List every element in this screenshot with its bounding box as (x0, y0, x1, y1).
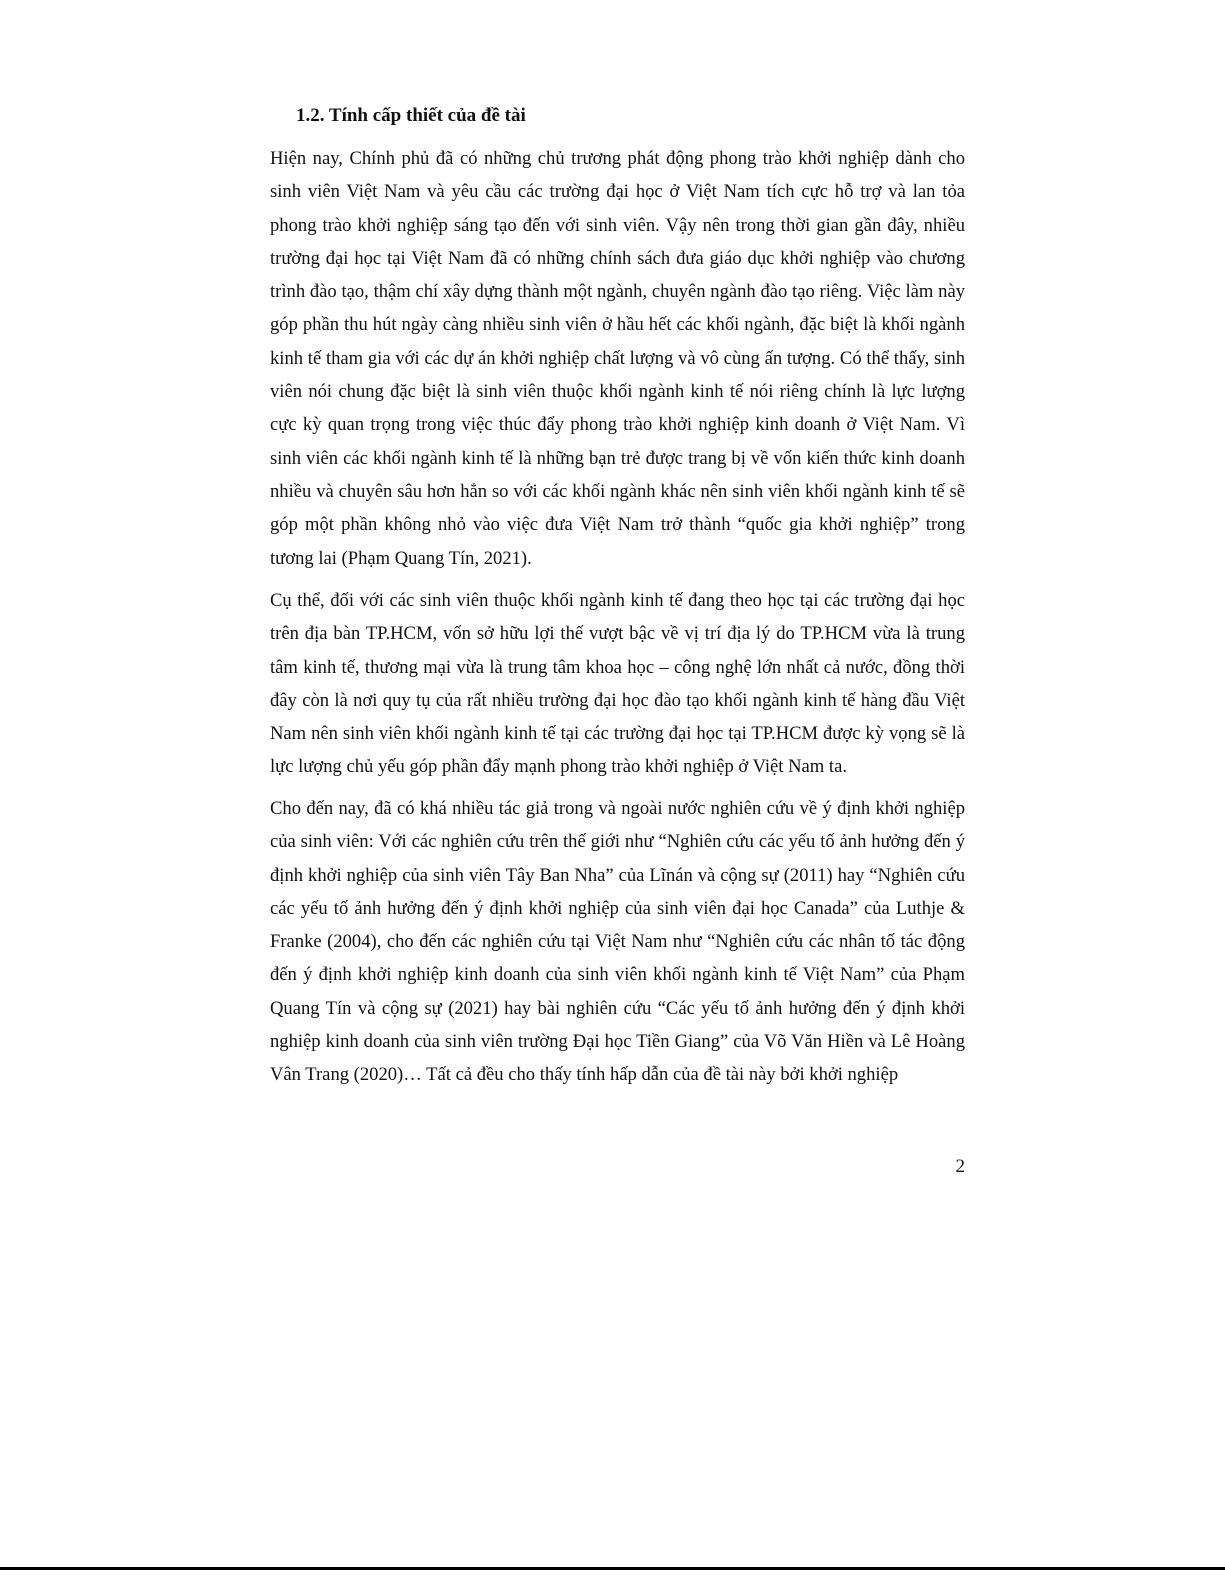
page-number: 2 (955, 1156, 965, 1177)
paragraph-urgency-intro: Hiện nay, Chính phủ đã có những chủ trương phát động phong trào khởi nghiệp dành cho sinh viên Việt Nam và yêu cầu các trường đại học ở Việt Nam tích cực hỗ trợ và lan tỏa phong trào khởi nghiệp sáng tạo đến với sinh viên. Vậy nên trong thời gian gần đây, nhiều trường đại học tại Việt Nam đã có những chính sách đưa giáo dục khởi nghiệp vào chương trình đào tạo, thậm chí xây dựng thành một ngành, chuyên ngành đào tạo riêng. Việc làm này góp phần thu hút ngày càng nhiều sinh viên ở hầu hết các khối ngành, đặc biệt là khối ngành kinh tế tham gia với các dự án khởi nghiệp chất lượng và vô cùng ấn tượng. Có thể thấy, sinh viên nói chung đặc biệt là sinh viên thuộc khối ngành kinh tế nói riêng chính là lực lượng cực kỳ quan trọng trong việc thúc đẩy phong trào khởi nghiệp kinh doanh ở Việt Nam. Vì sinh viên các khối ngành kinh tế là những bạn trẻ được trang bị về vốn kiến thức kinh doanh nhiều và chuyên sâu hơn hẳn so với các khối ngành khác nên sinh viên khối ngành kinh tế sẽ góp một phần không nhỏ vào việc đưa Việt Nam trở thành “quốc gia khởi nghiệp” trong tương lai (Phạm Quang Tín, 2021). (270, 148, 965, 569)
section-heading: 1.2. Tính cấp thiết của đề tài (296, 105, 526, 126)
paragraph-prior-research: Cho đến nay, đã có khá nhiều tác giả trong và ngoài nước nghiên cứu về ý định khởi nghiệp của sinh viên: Với các nghiên cứu trên thế giới như “Nghiên cứu các yếu tố ảnh hưởng đến ý định khởi nghiệp của sinh viên Tây Ban Nha” của Lĩnán và cộng sự (2011) hay “Nghiên cứu các yếu tố ảnh hưởng đến ý định khởi nghiệp của sinh viên đại học Canada” của Luthje & Franke (2004), cho đến các nghiên cứu tại Việt Nam như “Nghiên cứu các nhân tố tác động đến ý định khởi nghiệp kinh doanh của sinh viên khối ngành kinh tế Việt Nam” của Phạm Quang Tín và cộng sự (2021) hay bài nghiên cứu “Các yếu tố ảnh hưởng đến ý định khởi nghiệp kinh doanh của sinh viên trường Đại học Tiền Giang” của Võ Văn Hiền và Lê Hoàng Vân Trang (2020)… Tất cả đều cho thấy tính hấp dẫn của đề tài này bởi khởi nghiệp (270, 798, 965, 1086)
page-bottom-border (0, 1567, 1225, 1570)
paragraph-hcmc-students: Cụ thể, đối với các sinh viên thuộc khối ngành kinh tế đang theo học tại các trường đại học trên địa bàn TP.HCM, vốn sở hữu lợi thế vượt bậc về vị trí địa lý do TP.HCM vừa là trung tâm kinh tế, thương mại vừa là trung tâm khoa học – công nghệ lớn nhất cả nước, đồng thời đây còn là nơi quy tụ của rất nhiều trường đại học đào tạo khối ngành kinh tế hàng đầu Việt Nam nên sinh viên khối ngành kinh tế tại các trường đại học tại TP.HCM được kỳ vọng sẽ là lực lượng chủ yếu góp phần đẩy mạnh phong trào khởi nghiệp ở Việt Nam ta. (270, 590, 965, 778)
